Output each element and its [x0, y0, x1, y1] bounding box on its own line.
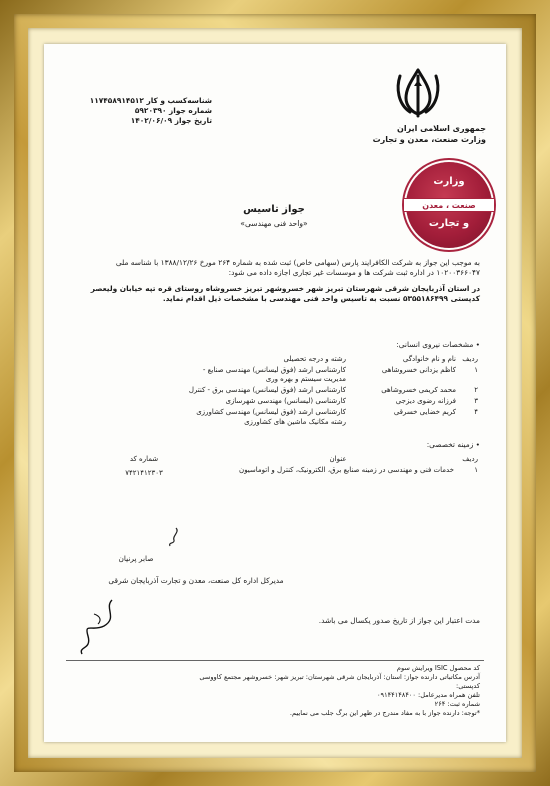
seal-top-text: وزارت: [433, 176, 465, 187]
staff-table-header: [180, 354, 480, 365]
seal-band-text: صنعت ، معدن: [404, 198, 494, 212]
staff-section: [70, 340, 480, 428]
signatory-name: صابر پرنیان: [118, 554, 154, 563]
certificate-body: [70, 258, 480, 307]
staff-col-name: نام و نام خانوادگی: [402, 354, 456, 363]
staff-name: کریم خضایی خسرقی: [393, 408, 456, 417]
certificate-paper: [44, 44, 506, 742]
title-sub: «واحد فنی مهندسی»: [240, 219, 308, 228]
row-number: ۱: [474, 366, 478, 375]
business-id: شناسه‌کسب و کار ۱۱۷۴۵۸۹۱۴۵۱۲: [89, 96, 212, 105]
staff-col-row: ردیف: [462, 354, 478, 363]
scope-col-title: عنوان: [329, 454, 347, 463]
scope-code: ۷۴۲۱۴۱۲۳۰۳: [125, 469, 163, 478]
staff-degree: کارشناسی ارشد (فوق لیسانس) مهندسی صنایع - مدیریت سیستم و بهره وری: [202, 366, 346, 384]
scope-heading: • زمینه تخصصی:: [426, 440, 480, 449]
body-paragraph-1: به موجب این جواز به شرکت الکافرایند پارس (سهامی خاص) ثبت شده به شماره ۲۶۴ مورخ ۱۳۸۸/۱۲/۲۶ با شناسه ملی ۱۰۲۰۰۳۶۶۰۴۷ در اداره ثبت شرکت ها و موسسات غیر تجاری اجازه داده می شود:: [115, 258, 480, 277]
footer-phone: تلفن همراه مدیرعامل: ۰۹۱۴۴۱۴۸۴۰۰: [376, 691, 480, 700]
license-date: تاریخ جواز ۱۴۰۲/۰۶/۰۹: [130, 115, 212, 125]
header-right: [366, 124, 486, 144]
validity-note: مدت اعتبار این جواز از تاریخ صدور یکسال می باشد.: [318, 616, 480, 625]
staff-table: [180, 354, 480, 428]
table-row: [70, 465, 480, 479]
title-main: جواز تاسیس: [243, 204, 305, 215]
staff-col-degree: رشته و درجه تحصیلی: [283, 354, 346, 363]
iran-emblem-icon: [392, 66, 444, 118]
handwritten-signature-icon: [74, 596, 124, 656]
table-row: [180, 407, 480, 427]
certificate-title: [174, 204, 374, 228]
footer-note: *توجه: دارنده جواز با به مفاد مندرج در ظهر این برگ جلب می نماییم.: [289, 709, 480, 718]
signatory-position: مدیرکل اداره کل صنعت، معدن و تجارت آذربایجان شرقی: [108, 576, 284, 585]
scope-section: [70, 440, 480, 479]
seal-bottom-text: و تجارت: [428, 218, 470, 229]
row-number: ۴: [474, 408, 478, 417]
table-row: [180, 396, 480, 407]
license-number: شماره جواز ۵۹۲۰۳۹۰: [134, 105, 212, 115]
row-number: ۱: [474, 466, 478, 475]
staff-name: کاظم یزدانی خسروشاهی: [381, 366, 456, 375]
ministry-seal: [406, 162, 492, 248]
staff-degree: کارشناسی ارشد (فوق لیسانس) مهندسی برق - کنترل: [188, 386, 346, 395]
scope-table-header: [70, 454, 480, 465]
table-row: [180, 385, 480, 396]
scope-col-row: ردیف: [462, 454, 478, 463]
row-number: ۲: [474, 386, 478, 395]
footer-reg: شماره ثبت: ۲۶۴: [434, 700, 480, 709]
scope-title: خدمات فنی و مهندسی در زمینه صنایع برق، الکترونیک، کنترل و اتوماسیون: [239, 466, 454, 475]
ministry-name: وزارت صنعت، معدن و تجارت: [372, 135, 486, 144]
scope-col-code: شماره کد: [129, 454, 159, 463]
scope-table: [70, 454, 480, 479]
staff-degree: کارشناسی (لیسانس) مهندسی شهرسازی: [225, 397, 346, 406]
table-row: [180, 365, 480, 385]
row-number: ۳: [474, 397, 478, 406]
footer-postal: کدپستی:: [455, 682, 480, 691]
staff-name: فرزانه رضوی دیزجی: [395, 397, 456, 406]
footer-divider: [66, 660, 484, 661]
header-left: [62, 96, 212, 126]
footer-address: آدرس مکاتباتی دارنده جواز: استان: آذربایجان شرقی شهرستان: تبریز شهر: خسروشهر مجتمع کاووسی: [199, 673, 480, 682]
footer-block: [60, 664, 480, 719]
body-paragraph-2: در استان آذربایجان شرقی شهرستان تبریز شهر خسروشهر تبریز خسروشاه روستای قره تپه خیابان ولیعصر کدپستی ۵۳۵۵۱۸۶۴۹۹ نسبت به تاسیس واحد فنی مهندسی با مشخصات ذیل اقدام نماید.: [90, 283, 480, 303]
country-name: جمهوری اسلامی ایران: [397, 124, 486, 133]
staff-name: محمد کریمی خسروشاهی: [381, 386, 456, 395]
staff-heading: • مشخصات نیروی انسانی:: [396, 340, 480, 349]
footer-isic: کد محصول ISIC ویرایش سوم: [396, 664, 480, 672]
staff-degree: کارشناسی ارشد (فوق لیسانس) مهندسی کشاورزی رشته مکانیک ماشین های کشاورزی: [196, 408, 346, 426]
signature-mark-icon: [162, 526, 186, 548]
